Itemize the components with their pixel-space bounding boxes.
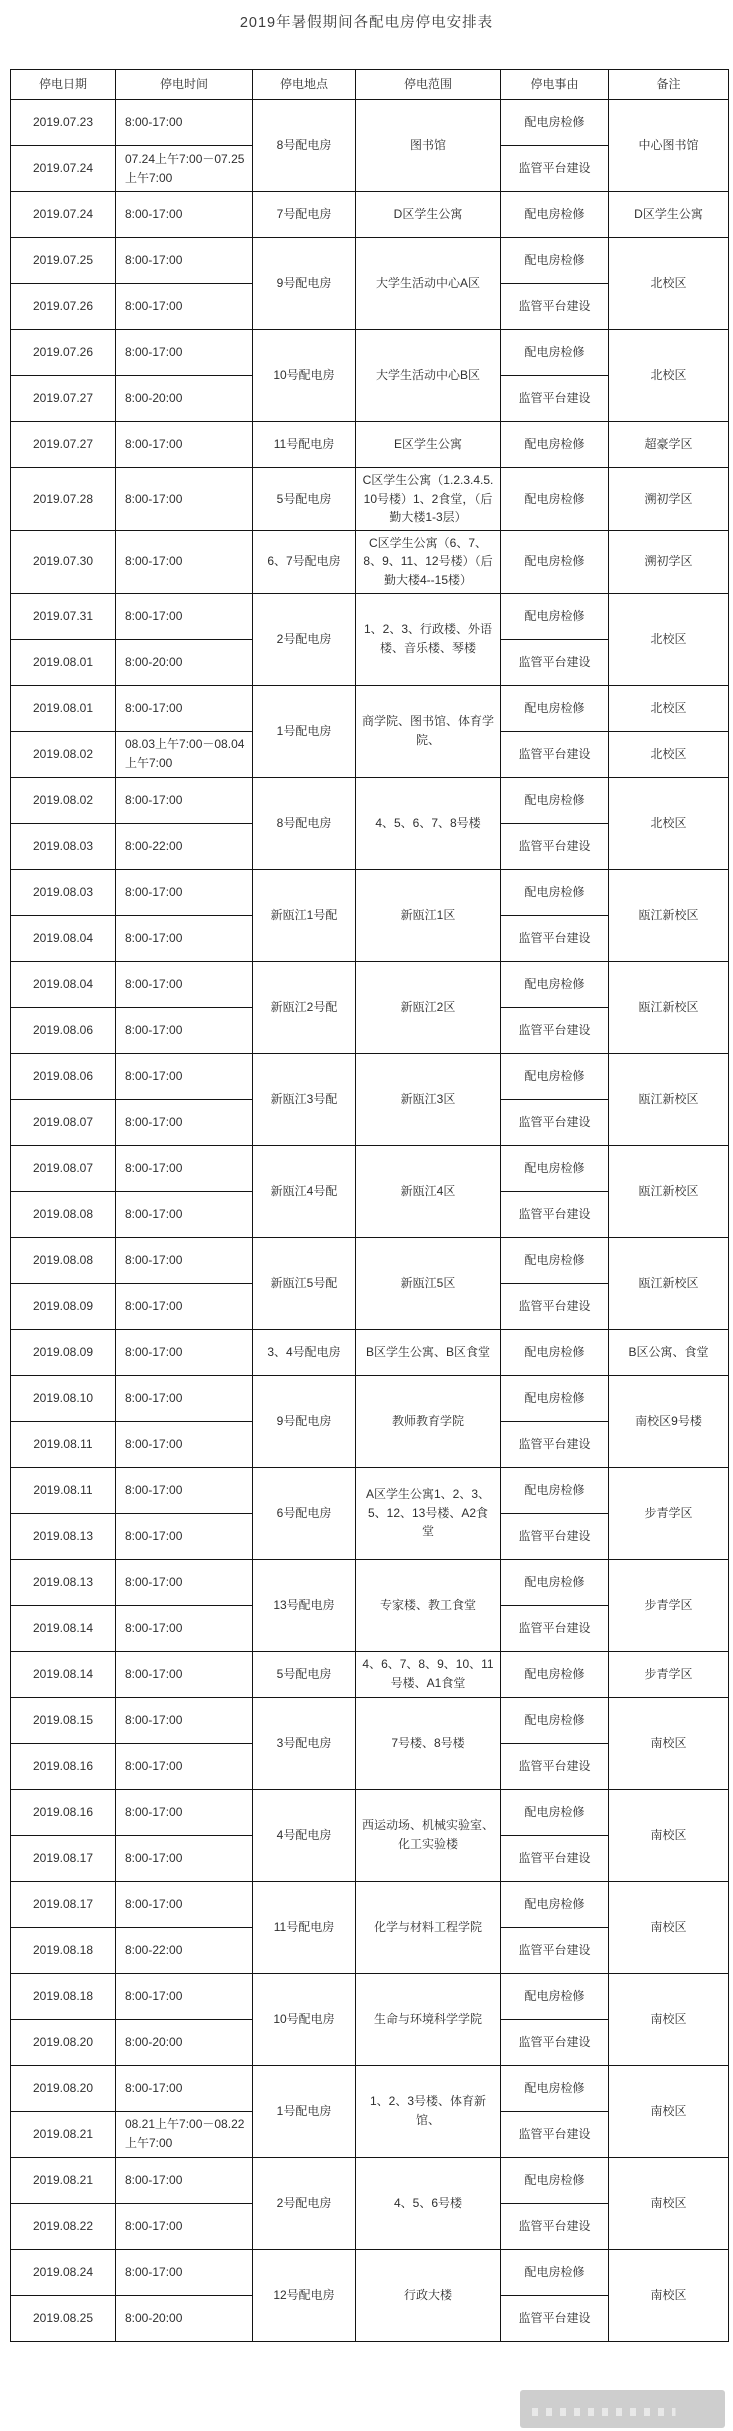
reason-cell: 配电房检修 [501,593,609,639]
column-header-time: 停电时间 [116,70,253,100]
date-cell: 2019.07.25 [11,238,116,284]
date-cell: 2019.08.16 [11,1789,116,1835]
time-cell: 8:00-17:00 [116,1099,253,1145]
reason-cell: 监管平台建设 [501,1605,609,1651]
schedule-row [11,1881,729,1927]
schedule-row [11,1973,729,2019]
column-header-reason: 停电事由 [501,70,609,100]
schedule-row [11,100,729,146]
location-cell: 10号配电房 [253,330,356,422]
schedule-row [11,1789,729,1835]
date-cell: 2019.08.10 [11,1375,116,1421]
scope-cell: 化学与材料工程学院 [356,1881,501,1973]
date-cell: 2019.08.20 [11,2065,116,2111]
reason-cell: 配电房检修 [501,1145,609,1191]
time-cell: 8:00-17:00 [116,422,253,468]
date-cell: 2019.08.18 [11,1927,116,1973]
time-cell: 8:00-17:00 [116,1421,253,1467]
note-cell: 南校区 [609,1973,729,2065]
schedule-row [11,685,729,731]
date-cell: 2019.08.22 [11,2203,116,2249]
scope-cell: 4、6、7、8、9、10、11号楼、A1食堂 [356,1651,501,1697]
column-header-location: 停电地点 [253,70,356,100]
reason-cell: 配电房检修 [501,1329,609,1375]
time-cell: 8:00-17:00 [116,1007,253,1053]
location-cell: 新瓯江5号配 [253,1237,356,1329]
date-cell: 2019.08.09 [11,1329,116,1375]
time-cell: 8:00-20:00 [116,2019,253,2065]
scope-cell: 7号楼、8号楼 [356,1697,501,1789]
note-cell: 北校区 [609,685,729,731]
location-cell: 13号配电房 [253,1559,356,1651]
note-cell: 瓯江新校区 [609,869,729,961]
page-title: 2019年暑假期间各配电房停电安排表 [239,15,494,31]
scope-cell: 大学生活动中心A区 [356,238,501,330]
time-cell: 8:00-20:00 [116,2295,253,2341]
scope-cell: 新瓯江2区 [356,961,501,1053]
reason-cell: 配电房检修 [501,1375,609,1421]
date-cell: 2019.07.27 [11,376,116,422]
watermark-badge [520,2390,725,2428]
scope-cell: 新瓯江4区 [356,1145,501,1237]
date-cell: 2019.08.06 [11,1007,116,1053]
date-cell: 2019.08.13 [11,1559,116,1605]
note-cell: 步青学区 [609,1651,729,1697]
location-cell: 新瓯江2号配 [253,961,356,1053]
note-cell: 南校区 [609,2157,729,2249]
date-cell: 2019.07.26 [11,330,116,376]
time-cell: 8:00-17:00 [116,1743,253,1789]
reason-cell: 配电房检修 [501,1651,609,1697]
note-cell: 南校区 [609,1789,729,1881]
note-cell: 北校区 [609,593,729,685]
schedule-row [11,468,729,531]
note-cell: 瓯江新校区 [609,1053,729,1145]
schedule-row [11,238,729,284]
schedule-row [11,330,729,376]
note-cell: 北校区 [609,330,729,422]
time-cell: 8:00-17:00 [116,530,253,593]
note-cell: 溯初学区 [609,468,729,531]
scope-cell: A区学生公寓1、2、3、5、12、13号楼、A2食堂 [356,1467,501,1559]
note-cell: 南校区 [609,2249,729,2341]
time-cell: 8:00-20:00 [116,639,253,685]
header-row [11,70,729,100]
schedule-row [11,961,729,1007]
date-cell: 2019.08.21 [11,2111,116,2157]
schedule-row [11,1467,729,1513]
reason-cell: 监管平台建设 [501,1513,609,1559]
date-cell: 2019.08.14 [11,1605,116,1651]
reason-cell: 监管平台建设 [501,2203,609,2249]
schedule-row [11,2249,729,2295]
location-cell: 10号配电房 [253,1973,356,2065]
schedule-row [11,869,729,915]
location-cell: 6号配电房 [253,1467,356,1559]
time-cell: 8:00-17:00 [116,2065,253,2111]
time-cell: 8:00-17:00 [116,1145,253,1191]
scope-cell: C区学生公寓（6、7、8、9、11、12号楼）（后勤大楼4--15楼） [356,530,501,593]
reason-cell: 配电房检修 [501,1237,609,1283]
schedule-row [11,422,729,468]
date-cell: 2019.08.17 [11,1835,116,1881]
reason-cell: 配电房检修 [501,1697,609,1743]
schedule-row [11,2065,729,2111]
reason-cell: 配电房检修 [501,1789,609,1835]
time-cell: 8:00-17:00 [116,1789,253,1835]
note-cell: 南校区 [609,1881,729,1973]
reason-cell: 配电房检修 [501,2157,609,2203]
time-cell: 8:00-17:00 [116,1375,253,1421]
date-cell: 2019.08.17 [11,1881,116,1927]
schedule-row [11,1375,729,1421]
note-cell: D区学生公寓 [609,192,729,238]
time-cell: 8:00-17:00 [116,100,253,146]
column-header-note: 备注 [609,70,729,100]
schedule-row [11,1145,729,1191]
note-cell: 北校区 [609,731,729,777]
date-cell: 2019.08.14 [11,1651,116,1697]
time-cell: 8:00-17:00 [116,961,253,1007]
reason-cell: 配电房检修 [501,1053,609,1099]
power-outage-schedule-table [10,69,729,2342]
reason-cell: 监管平台建设 [501,1835,609,1881]
schedule-row [11,192,729,238]
location-cell: 2号配电房 [253,593,356,685]
note-cell: 北校区 [609,238,729,330]
scope-cell: B区学生公寓、B区食堂 [356,1329,501,1375]
note-cell: 南校区9号楼 [609,1375,729,1467]
schedule-row [11,530,729,593]
schedule-row [11,1559,729,1605]
time-cell: 8:00-17:00 [116,1881,253,1927]
time-cell: 8:00-17:00 [116,1283,253,1329]
reason-cell: 配电房检修 [501,1559,609,1605]
time-cell: 8:00-22:00 [116,1927,253,1973]
reason-cell: 配电房检修 [501,1881,609,1927]
location-cell: 8号配电房 [253,777,356,869]
time-cell: 8:00-17:00 [116,869,253,915]
schedule-row [11,593,729,639]
note-cell: 步青学区 [609,1559,729,1651]
location-cell: 3、4号配电房 [253,1329,356,1375]
date-cell: 2019.08.24 [11,2249,116,2295]
time-cell: 8:00-17:00 [116,2157,253,2203]
date-cell: 2019.08.04 [11,915,116,961]
time-cell: 8:00-17:00 [116,2249,253,2295]
note-cell: 中心图书馆 [609,100,729,192]
reason-cell: 配电房检修 [501,869,609,915]
time-cell: 8:00-17:00 [116,330,253,376]
time-cell: 8:00-17:00 [116,1835,253,1881]
note-cell: 南校区 [609,2065,729,2157]
reason-cell: 监管平台建设 [501,1743,609,1789]
column-header-date: 停电日期 [11,70,116,100]
date-cell: 2019.08.03 [11,869,116,915]
scope-cell: 新瓯江5区 [356,1237,501,1329]
column-header-scope: 停电范围 [356,70,501,100]
date-cell: 2019.08.03 [11,823,116,869]
scope-cell: 1、2、3、行政楼、外语楼、音乐楼、琴楼 [356,593,501,685]
note-cell: 溯初学区 [609,530,729,593]
date-cell: 2019.08.21 [11,2157,116,2203]
time-cell: 8:00-17:00 [116,1467,253,1513]
note-cell: 瓯江新校区 [609,961,729,1053]
note-cell: 瓯江新校区 [609,1145,729,1237]
date-cell: 2019.07.24 [11,192,116,238]
time-cell: 8:00-17:00 [116,192,253,238]
time-cell: 8:00-17:00 [116,1191,253,1237]
location-cell: 1号配电房 [253,2065,356,2157]
reason-cell: 配电房检修 [501,100,609,146]
note-cell: 北校区 [609,777,729,869]
reason-cell: 配电房检修 [501,192,609,238]
location-cell: 新瓯江1号配 [253,869,356,961]
reason-cell: 监管平台建设 [501,376,609,422]
reason-cell: 配电房检修 [501,330,609,376]
time-cell: 8:00-22:00 [116,823,253,869]
time-cell: 8:00-17:00 [116,915,253,961]
reason-cell: 配电房检修 [501,2249,609,2295]
reason-cell: 监管平台建设 [501,1191,609,1237]
scope-cell: 生命与环境科学学院 [356,1973,501,2065]
date-cell: 2019.07.27 [11,422,116,468]
scope-cell: E区学生公寓 [356,422,501,468]
scope-cell: 图书馆 [356,100,501,192]
date-cell: 2019.08.02 [11,777,116,823]
scope-cell: 4、5、6、7、8号楼 [356,777,501,869]
date-cell: 2019.08.01 [11,685,116,731]
location-cell: 5号配电房 [253,468,356,531]
time-cell: 8:00-17:00 [116,777,253,823]
date-cell: 2019.08.08 [11,1237,116,1283]
reason-cell: 配电房检修 [501,238,609,284]
date-cell: 2019.07.26 [11,284,116,330]
time-cell: 8:00-17:00 [116,1053,253,1099]
reason-cell: 配电房检修 [501,777,609,823]
time-cell: 8:00-17:00 [116,1329,253,1375]
date-cell: 2019.08.07 [11,1145,116,1191]
note-cell: 南校区 [609,1697,729,1789]
schedule-body [11,100,729,2342]
location-cell: 12号配电房 [253,2249,356,2341]
time-cell: 08.21上午7:00－08.22上午7:00 [116,2111,253,2157]
schedule-row [11,2157,729,2203]
reason-cell: 监管平台建设 [501,823,609,869]
time-cell: 8:00-20:00 [116,376,253,422]
schedule-row [11,1053,729,1099]
note-cell: 超豪学区 [609,422,729,468]
reason-cell: 配电房检修 [501,422,609,468]
reason-cell: 监管平台建设 [501,2111,609,2157]
reason-cell: 监管平台建设 [501,1099,609,1145]
note-cell: B区公寓、食堂 [609,1329,729,1375]
reason-cell: 配电房检修 [501,1467,609,1513]
date-cell: 2019.08.06 [11,1053,116,1099]
time-cell: 8:00-17:00 [116,238,253,284]
reason-cell: 监管平台建设 [501,915,609,961]
reason-cell: 配电房检修 [501,468,609,531]
schedule-row [11,777,729,823]
date-cell: 2019.08.11 [11,1467,116,1513]
reason-cell: 监管平台建设 [501,1421,609,1467]
scope-cell: 专家楼、教工食堂 [356,1559,501,1651]
date-cell: 2019.08.07 [11,1099,116,1145]
date-cell: 2019.08.04 [11,961,116,1007]
reason-cell: 配电房检修 [501,2065,609,2111]
date-cell: 2019.07.31 [11,593,116,639]
time-cell: 8:00-17:00 [116,284,253,330]
reason-cell: 监管平台建设 [501,1007,609,1053]
reason-cell: 监管平台建设 [501,2019,609,2065]
date-cell: 2019.07.28 [11,468,116,531]
schedule-row [11,1697,729,1743]
time-cell: 07.24上午7:00－07.25上午7:00 [116,146,253,192]
reason-cell: 配电房检修 [501,1973,609,2019]
reason-cell: 监管平台建设 [501,146,609,192]
watermark-overlay [428,2351,733,2431]
reason-cell: 配电房检修 [501,530,609,593]
location-cell: 5号配电房 [253,1651,356,1697]
reason-cell: 监管平台建设 [501,639,609,685]
location-cell: 6、7号配电房 [253,530,356,593]
scope-cell: 教师教育学院 [356,1375,501,1467]
date-cell: 2019.08.13 [11,1513,116,1559]
scope-cell: 行政大楼 [356,2249,501,2341]
date-cell: 2019.07.30 [11,530,116,593]
time-cell: 8:00-17:00 [116,1651,253,1697]
location-cell: 9号配电房 [253,1375,356,1467]
reason-cell: 监管平台建设 [501,731,609,777]
date-cell: 2019.08.09 [11,1283,116,1329]
scope-cell: 商学院、图书馆、体育学院、 [356,685,501,777]
time-cell: 8:00-17:00 [116,468,253,531]
scope-cell: 新瓯江1区 [356,869,501,961]
reason-cell: 配电房检修 [501,961,609,1007]
date-cell: 2019.08.01 [11,639,116,685]
scope-cell: 西运动场、机械实验室、化工实验楼 [356,1789,501,1881]
scope-cell: C区学生公寓（1.2.3.4.5.10号楼）1、2食堂，（后勤大楼1-3层） [356,468,501,531]
location-cell: 1号配电房 [253,685,356,777]
reason-cell: 监管平台建设 [501,2295,609,2341]
time-cell: 8:00-17:00 [116,593,253,639]
date-cell: 2019.08.20 [11,2019,116,2065]
schedule-row [11,1651,729,1697]
schedule-row [11,1237,729,1283]
location-cell: 11号配电房 [253,1881,356,1973]
time-cell: 8:00-17:00 [116,1559,253,1605]
time-cell: 8:00-17:00 [116,2203,253,2249]
date-cell: 2019.08.08 [11,1191,116,1237]
location-cell: 2号配电房 [253,2157,356,2249]
scope-cell: 4、5、6号楼 [356,2157,501,2249]
scope-cell: D区学生公寓 [356,192,501,238]
reason-cell: 监管平台建设 [501,1283,609,1329]
date-cell: 2019.08.15 [11,1697,116,1743]
time-cell: 8:00-17:00 [116,1973,253,2019]
date-cell: 2019.07.24 [11,146,116,192]
location-cell: 新瓯江3号配 [253,1053,356,1145]
date-cell: 2019.08.18 [11,1973,116,2019]
time-cell: 8:00-17:00 [116,685,253,731]
reason-cell: 监管平台建设 [501,284,609,330]
note-cell: 步青学区 [609,1467,729,1559]
reason-cell: 监管平台建设 [501,1927,609,1973]
time-cell: 8:00-17:00 [116,1237,253,1283]
note-cell: 瓯江新校区 [609,1237,729,1329]
location-cell: 4号配电房 [253,1789,356,1881]
scope-cell: 大学生活动中心B区 [356,330,501,422]
location-cell: 8号配电房 [253,100,356,192]
date-cell: 2019.08.16 [11,1743,116,1789]
location-cell: 9号配电房 [253,238,356,330]
date-cell: 2019.08.11 [11,1421,116,1467]
scope-cell: 新瓯江3区 [356,1053,501,1145]
date-cell: 2019.08.02 [11,731,116,777]
location-cell: 11号配电房 [253,422,356,468]
location-cell: 新瓯江4号配 [253,1145,356,1237]
date-cell: 2019.08.25 [11,2295,116,2341]
location-cell: 7号配电房 [253,192,356,238]
location-cell: 3号配电房 [253,1697,356,1789]
time-cell: 8:00-17:00 [116,1605,253,1651]
scope-cell: 1、2、3号楼、体育新馆、 [356,2065,501,2157]
schedule-row [11,1329,729,1375]
time-cell: 8:00-17:00 [116,1697,253,1743]
reason-cell: 配电房检修 [501,685,609,731]
time-cell: 8:00-17:00 [116,1513,253,1559]
time-cell: 08.03上午7:00－08.04上午7:00 [116,731,253,777]
date-cell: 2019.07.23 [11,100,116,146]
